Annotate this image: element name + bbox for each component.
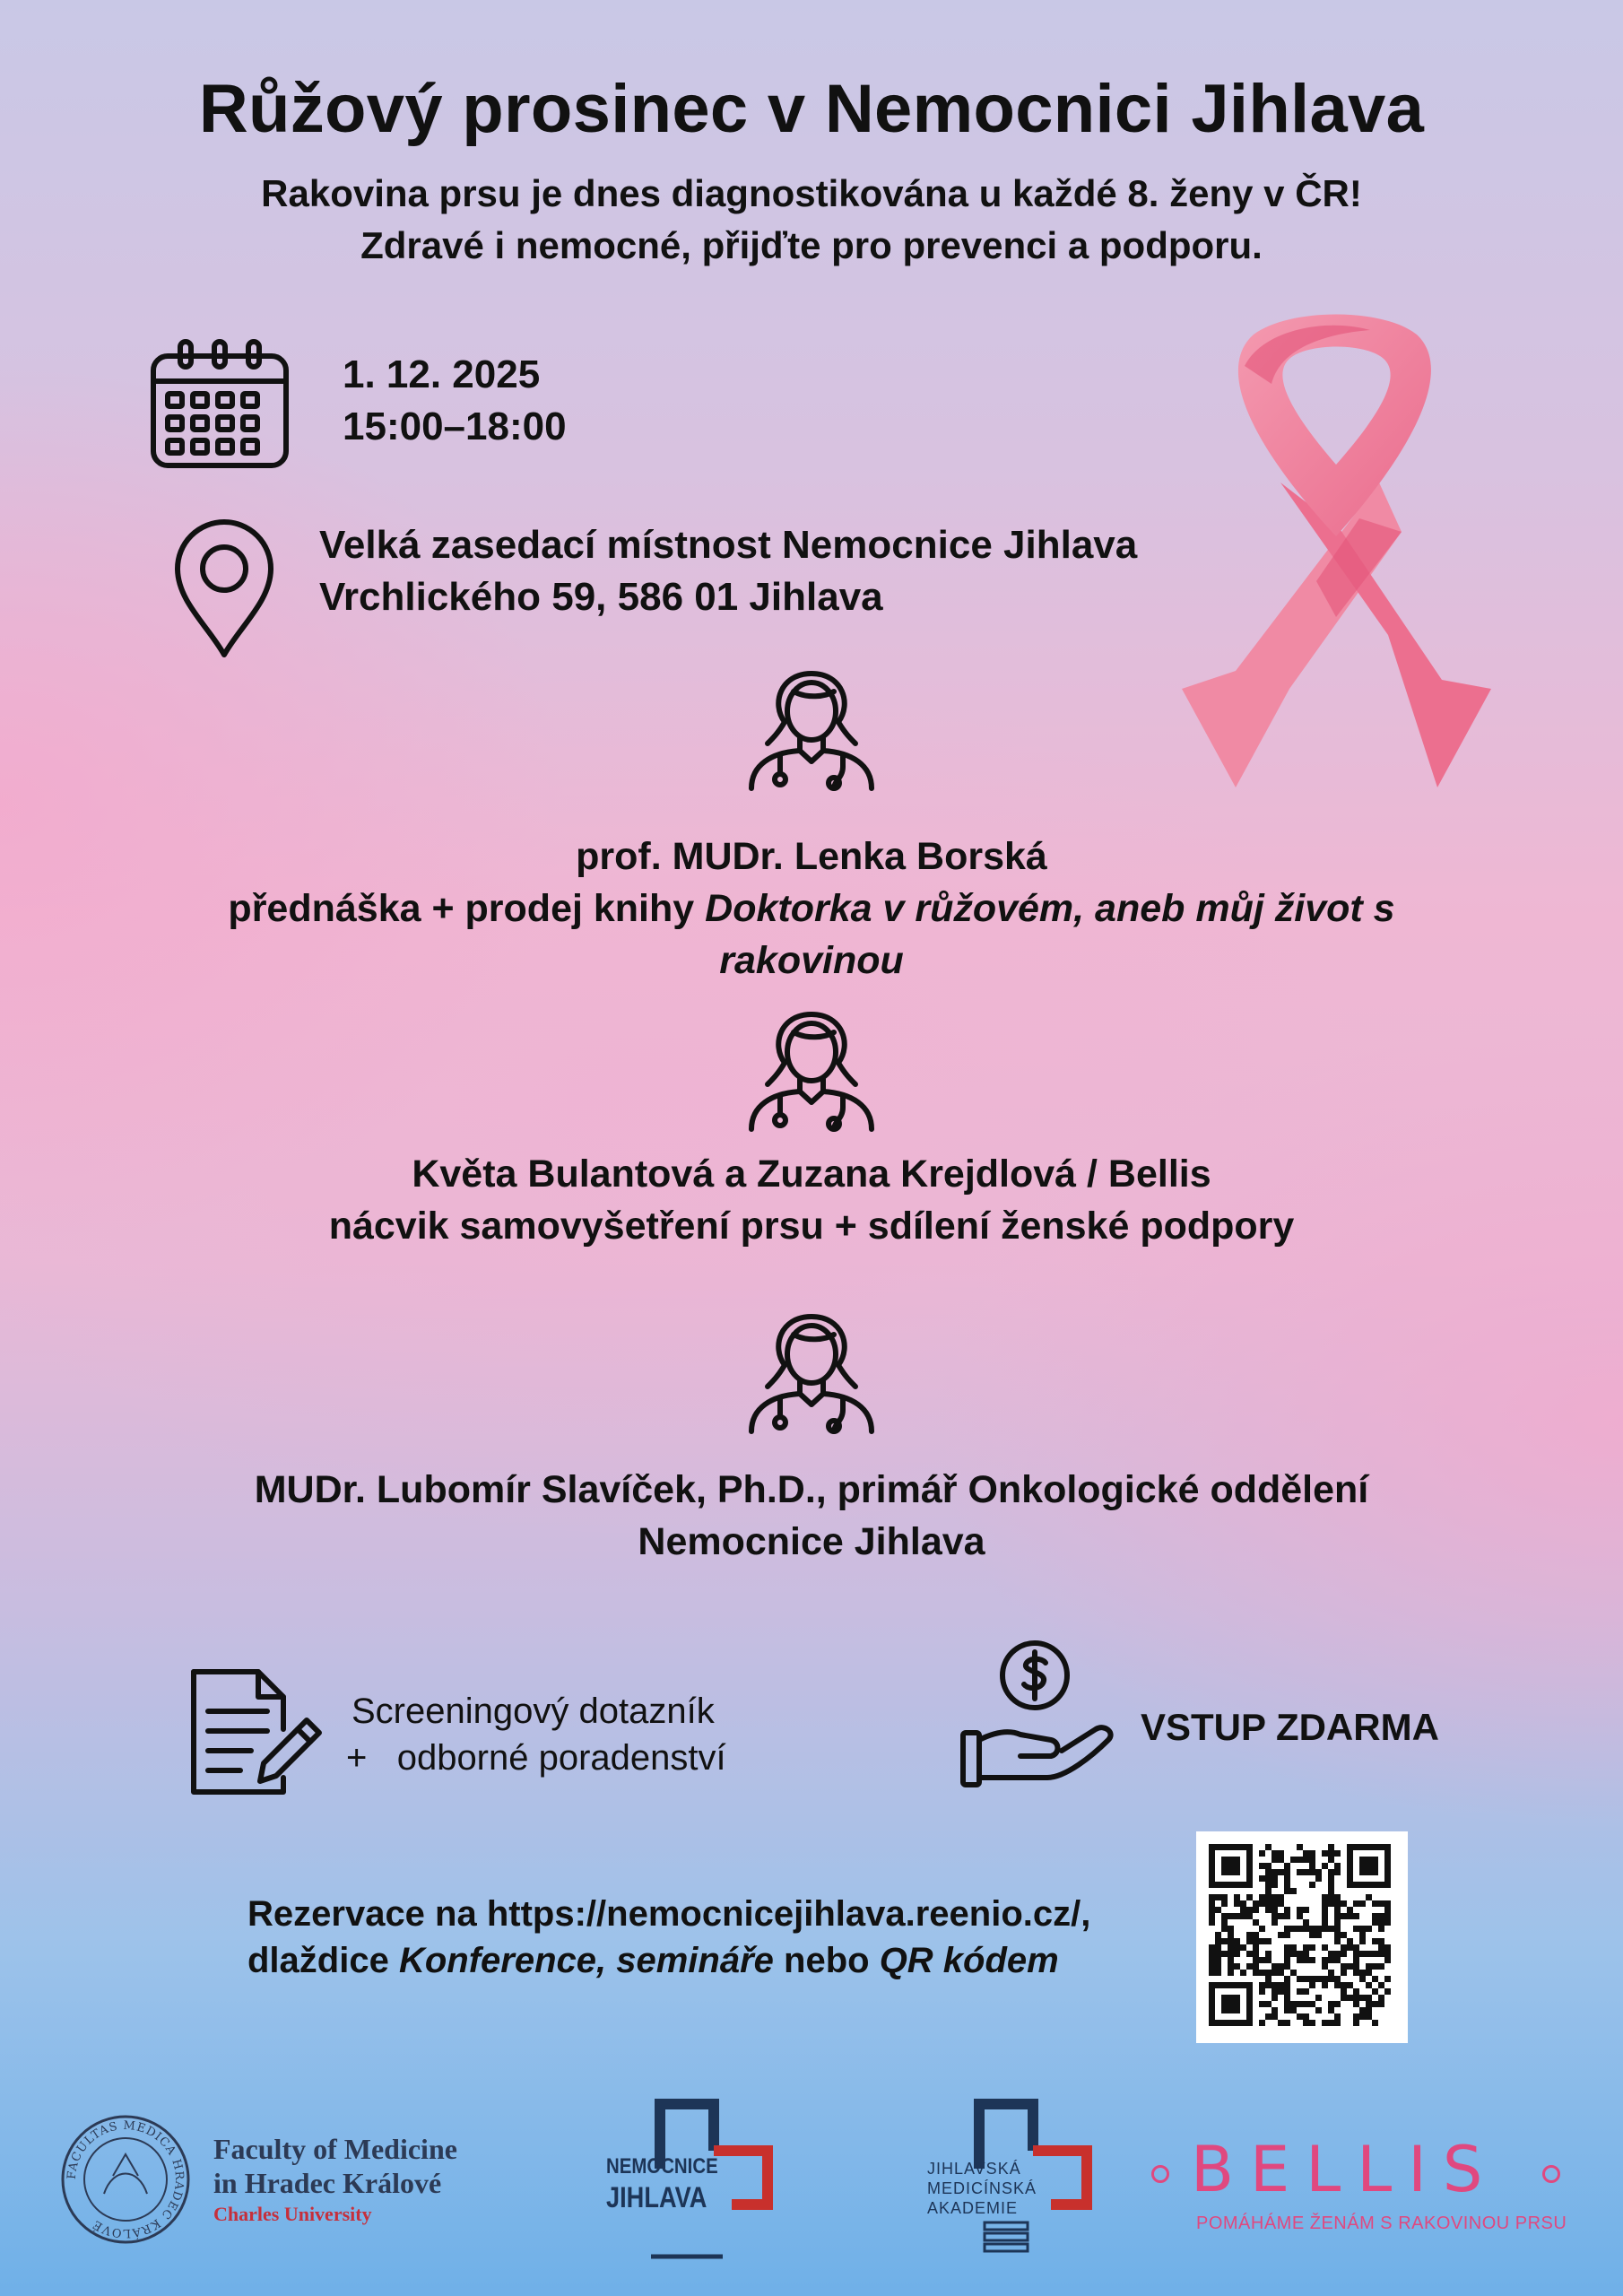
doctor-icon	[744, 1009, 879, 1135]
place-line1: Velká zasedací místnost Nemocnice Jihlava	[319, 523, 1138, 567]
coin-hand-icon	[958, 1639, 1119, 1790]
speaker2-name: Květa Bulantová a Zuzana Krejdlová / Bellis	[412, 1152, 1211, 1196]
academy-line1: JIHLAVSKÁ	[927, 2160, 1021, 2178]
screening-line1: Screeningový dotazník	[352, 1692, 715, 1731]
academy-line3: AKADEMIE	[927, 2199, 1019, 2217]
doctor-icon	[744, 1311, 879, 1437]
location-pin-icon	[172, 518, 276, 662]
academy-line2: MEDICÍNSKÁ	[927, 2179, 1037, 2197]
speaker1-desc-line1	[0, 883, 1623, 935]
reservation-mid: nebo	[773, 1941, 880, 1980]
screening-line2: + odborné poradenství	[346, 1738, 726, 1778]
speaker1-book-title: Doktorka v růžovém, aneb můj život s	[705, 887, 1395, 930]
doctor-icon	[744, 668, 879, 794]
faculty-line3: Charles University	[213, 2203, 372, 2225]
faculty-seal-logo	[59, 2113, 192, 2246]
event-date: 1. 12. 2025	[343, 352, 541, 396]
event-time: 15:00–18:00	[343, 404, 567, 448]
reservation-line2	[247, 1937, 1059, 1984]
faculty-line1: Faculty of Medicine	[213, 2133, 457, 2165]
reservation-prefix: dlaždice	[247, 1941, 399, 1980]
pink-ribbon-icon	[1182, 312, 1491, 792]
faculty-seal-text: FACULTAS MEDICA HRADEC KRÁLOVÉ	[65, 2118, 187, 2240]
hospital-line1: NEMOCNICE	[606, 2154, 718, 2179]
hospital-logo	[606, 2097, 777, 2264]
bellis-dot-left	[1151, 2165, 1169, 2183]
page-title: Růžový prosinec v Nemocnici Jihlava	[198, 71, 1425, 147]
document-pen-icon	[188, 1666, 323, 1797]
qr-code[interactable]	[1196, 1831, 1408, 2043]
speaker1-name: prof. MUDr. Lenka Borská	[576, 835, 1047, 878]
bellis-tagline: POMÁHÁME ŽENÁM S RAKOVINOU PRSU	[1196, 2213, 1567, 2233]
speaker3-name-line2: Nemocnice Jihlava	[638, 1520, 985, 1563]
speaker3-name: MUDr. Lubomír Slavíček, Ph.D., primář Onkologické oddělení	[254, 1468, 1369, 1511]
reservation-tile-name: Konference, semináře	[398, 1941, 774, 1980]
subtitle-line2: Zdravé i nemocné, přijďte pro prevenci a podporu.	[360, 224, 1263, 266]
place-line2: Vrchlického 59, 586 01 Jihlava	[319, 575, 883, 619]
speaker1-desc-line2	[0, 935, 1623, 987]
subtitle-line1: Rakovina prsu je dnes diagnostikována u každé 8. ženy v ČR!	[261, 172, 1362, 214]
speaker1-desc-prefix: přednáška + prodej knihy	[228, 887, 706, 930]
reservation-line1: Rezervace na https://nemocnicejihlava.reenio.cz/,	[247, 1894, 1091, 1934]
speaker2-desc: nácvik samovyšetření prsu + sdílení ženské podpory	[328, 1205, 1295, 1248]
bellis-name: BELLIS	[1191, 2133, 1499, 2206]
free-entry: VSTUP ZDARMA	[1141, 1706, 1439, 1748]
calendar-icon	[148, 336, 291, 471]
faculty-line2: in Hradec Králové	[213, 2167, 442, 2199]
hospital-line2: JIHLAVA	[606, 2181, 707, 2213]
bellis-dot-right	[1542, 2165, 1560, 2183]
speaker1-book-title-end: rakovinou	[719, 939, 904, 982]
reservation-qr-text: QR kódem	[879, 1941, 1059, 1980]
